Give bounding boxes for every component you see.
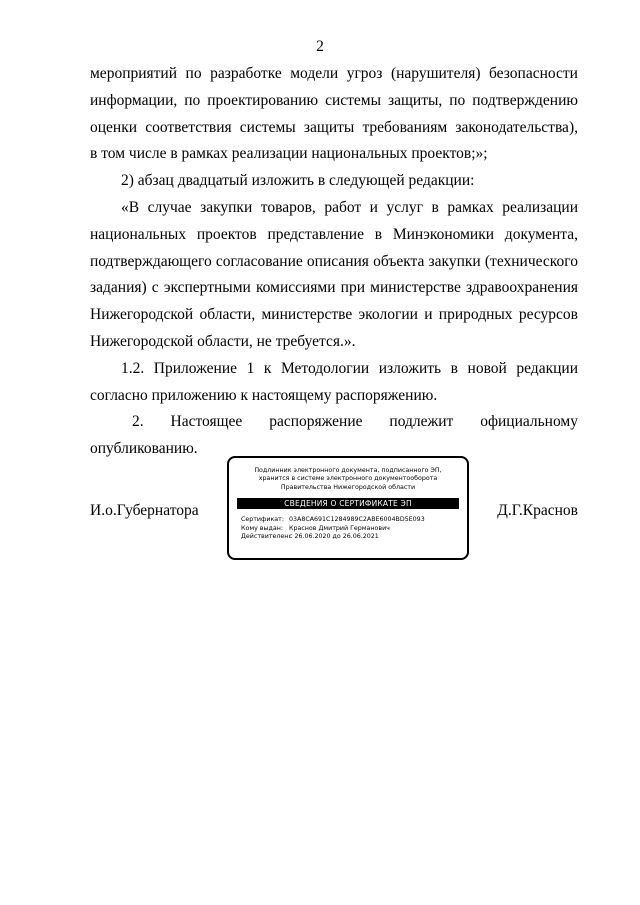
word: защиты [303,118,355,136]
stamp-title-bar: СВЕДЕНИЯ О СЕРТИФИКАТЕ ЭП [237,498,459,509]
paragraph-quoted-text: «В случае закупки товаров, работ и услуг в рамках реализации национальных проектов представление в Минэкономики документа, подтверждающего согласование описания объекта закупки (технического задания) с экспертными комиссиями при министерстве здравоохранения Нижегородской области, министерстве экологии и природных ресурсов Нижегородской области, не требуется.». [90,198,578,350]
word: угроз [346,65,383,82]
paragraph-publication-last: опубликованию. [90,440,198,458]
text-line [90,115,578,142]
stamp-header-line: хранится в системе электронного документооборота [258,475,438,483]
word: информации, [90,91,178,109]
electronic-signature-stamp [227,456,469,560]
word: оценки [90,118,138,136]
text-line [90,88,578,115]
paragraph-publication-line [90,409,578,436]
signature-block [0,456,640,562]
word: разработке [210,65,282,82]
word: Настоящее [170,413,243,431]
text-line-last: в том числе в рамках реализации национальных проектов;»; [90,145,488,163]
word: распоряжение [269,413,363,431]
issued-to-label: Кому выдан: [241,524,283,532]
certificate-value: 03A8CA691C1284989C2ABE6004BD5E093 [289,516,425,524]
paragraph-continuation [90,61,578,168]
word: по [449,91,466,109]
word: подтверждению [472,91,578,109]
word: подлежит [389,413,454,431]
issued-to-value: Краснов Дмитрий Германович [289,524,390,532]
word: безопасности [489,65,578,82]
text-line [90,61,578,88]
signatory-position: И.о.Губернатора [90,502,199,519]
certificate-row [241,516,467,525]
word: официальному [480,413,578,431]
word: требованиям [362,118,448,136]
word: (нарушителя) [390,65,481,82]
word: законодательства), [455,118,578,136]
word: системы [239,118,296,136]
item-number: 2. [132,413,144,431]
word: проектированию [207,91,319,109]
word: системы [325,91,382,109]
validity-row [241,533,467,542]
stamp-header-line: Подлинник электронного документа, подписанного ЭП, [254,467,442,474]
paragraph-amendment-intro: 2) абзац двадцатый изложить в следующей редакции: [121,172,475,190]
certificate-label: Сертификат: [241,516,284,524]
word: по [184,91,201,109]
paragraph-appendix-change: 1.2. Приложение 1 к Методологии изложить в новой редакции согласно приложению к настоящему распоряжению. [90,359,578,404]
page-number: 2 [316,38,324,55]
signatory-name: Д.Г.Краснов [497,502,578,519]
word: защиты, [387,91,443,109]
stamp-details [241,516,467,542]
stamp-header [229,467,467,492]
stamp-header-line: Правительства Нижегородской области [280,483,416,491]
word: мероприятий [90,65,178,82]
word: соответствия [145,118,232,136]
validity-label: Действителен: [241,533,291,541]
word: модели [290,65,339,82]
validity-value: с 26.06.2020 до 26.06.2021 [289,533,379,541]
document-body [90,61,578,463]
word: по [185,65,202,82]
